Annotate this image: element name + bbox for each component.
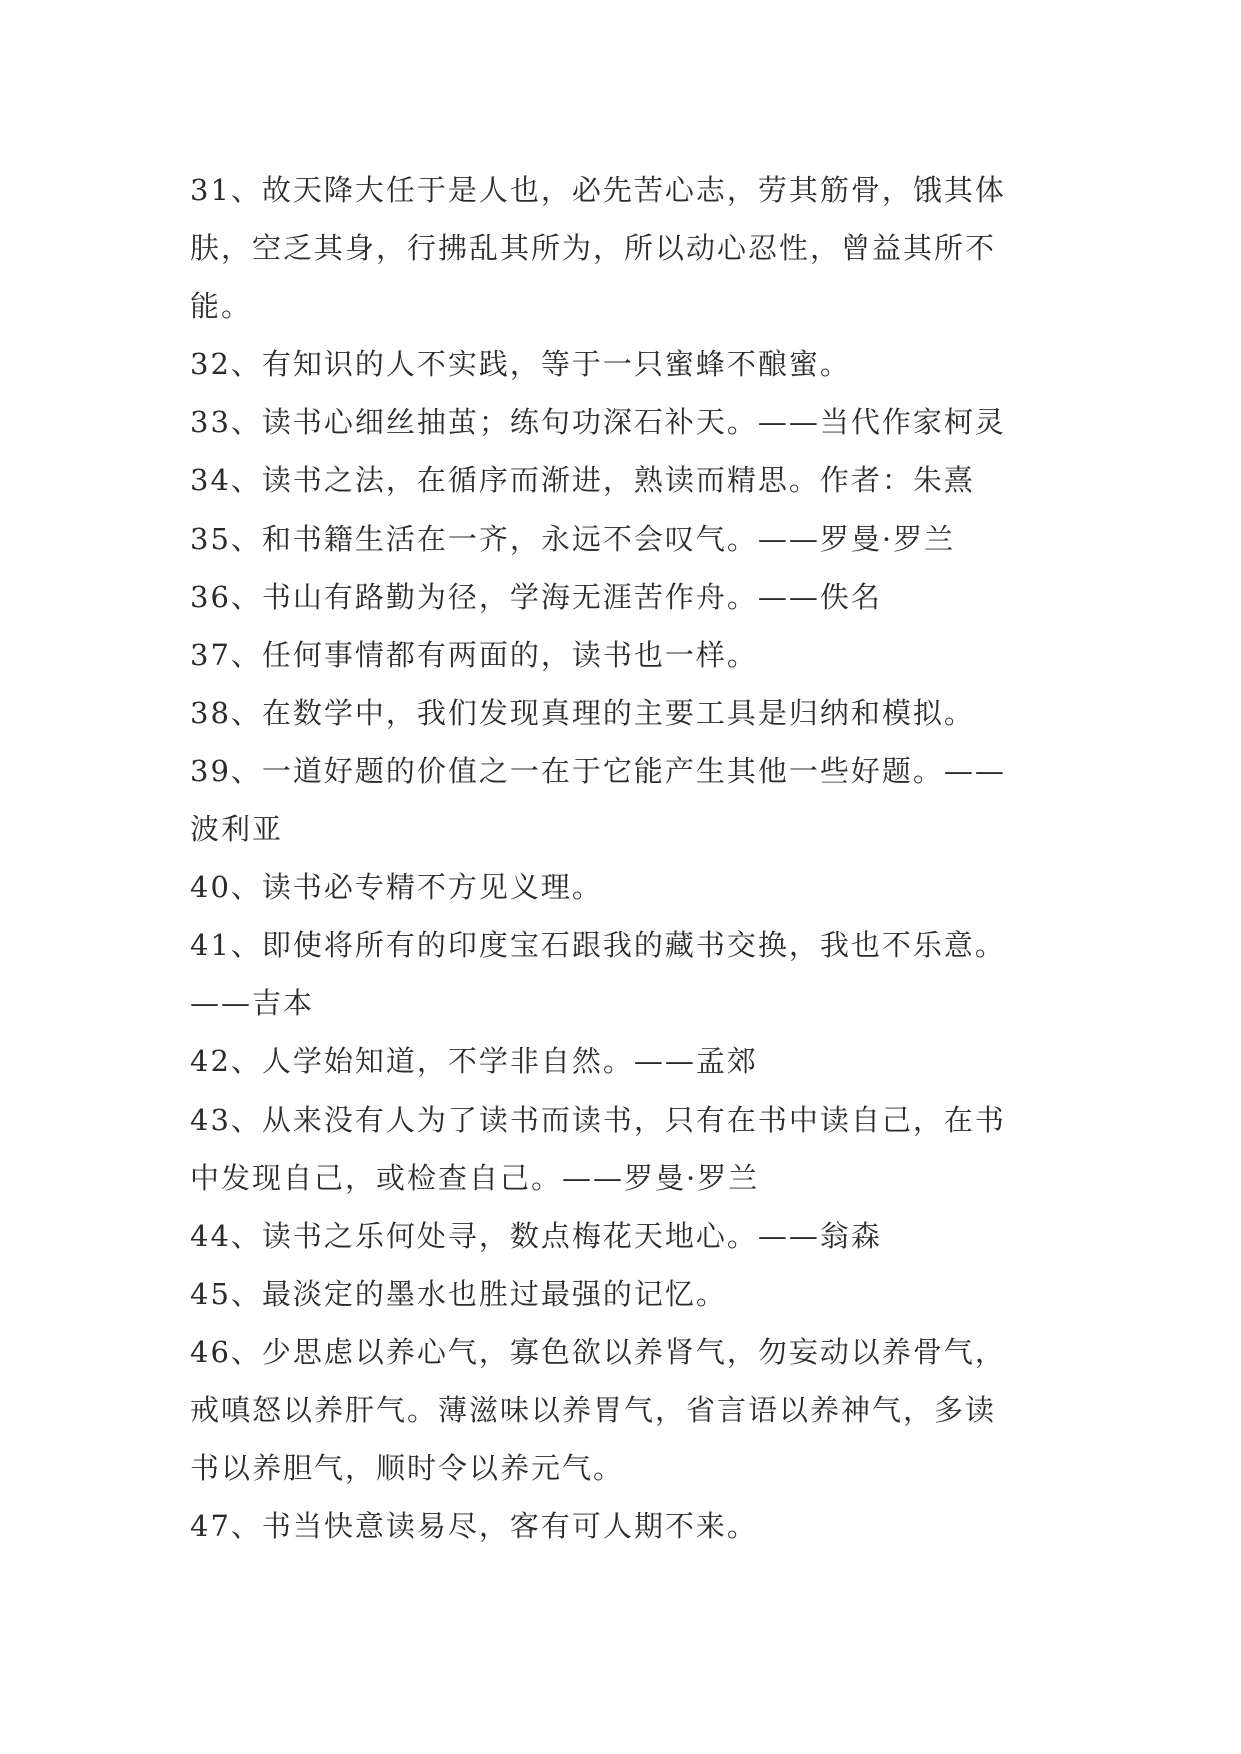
list-item	[190, 1032, 1070, 1090]
list-item	[190, 393, 1070, 451]
text-line: 46、少思虑以养心气，寡色欲以养肾气，勿妄动以养骨气，	[190, 1334, 1006, 1369]
list-item	[190, 510, 1070, 568]
text-line: 31、故天降大任于是人也，必先苦心志，劳其筋骨，饿其体	[190, 173, 1006, 207]
list-item	[190, 858, 1070, 916]
text-line: 43、从来没有人为了读书而读书，只有在书中读自己，在书	[190, 1102, 1006, 1137]
text-line: ——吉本	[190, 986, 315, 1021]
list-item	[190, 684, 1070, 742]
text-line: 36、书山有路勤为径，学海无涯苦作舟。——佚名	[190, 579, 882, 614]
text-line: 40、读书必专精不方见义理。	[190, 870, 603, 905]
text-line: 34、读书之法，在循序而渐进，熟读而精思。作者：朱熹	[190, 463, 975, 498]
list-item	[190, 568, 1070, 626]
list-item	[190, 1091, 1070, 1207]
text-line: 肤，空乏其身，行拂乱其所为，所以动心忍性，曾益其所不	[190, 231, 997, 266]
text-line: 33、读书心细丝抽茧；练句功深石补天。——当代作家柯灵	[190, 405, 1006, 440]
text-line: 44、读书之乐何处寻，数点梅花天地心。——翁森	[190, 1218, 882, 1253]
text-line: 47、书当快意读易尽，客有可人期不来。	[190, 1509, 758, 1544]
text-line: 32、有知识的人不实践，等于一只蜜蜂不酿蜜。	[190, 347, 851, 382]
text-line: 能。	[190, 289, 253, 324]
list-item	[190, 451, 1070, 509]
text-line: 中发现自己，或检查自己。——罗曼·罗兰	[190, 1160, 760, 1195]
list-item	[190, 1265, 1070, 1323]
list-item	[190, 335, 1070, 393]
text-line: 39、一道好题的价值之一在于它能产生其他一些好题。——	[190, 753, 1006, 788]
text-line: 波利亚	[190, 812, 284, 847]
text-line: 45、最淡定的墨水也胜过最强的记忆。	[190, 1276, 727, 1311]
document-body	[190, 161, 1070, 1555]
text-line: 42、人学始知道，不学非自然。——孟郊	[190, 1044, 758, 1079]
list-item	[190, 1207, 1070, 1265]
text-line: 戒嗔怒以养肝气。薄滋味以养胃气，省言语以养神气，多读	[190, 1392, 997, 1427]
text-line: 38、在数学中，我们发现真理的主要工具是归纳和模拟。	[190, 695, 975, 730]
text-line: 35、和书籍生活在一齐，永远不会叹气。——罗曼·罗兰	[190, 521, 956, 556]
text-line: 书以养胆气，顺时令以养元气。	[190, 1451, 625, 1486]
text-line: 37、任何事情都有两面的，读书也一样。	[190, 637, 758, 672]
list-item	[190, 1323, 1070, 1497]
text-line: 41、即使将所有的印度宝石跟我的藏书交换，我也不乐意。	[190, 928, 1006, 963]
list-item	[190, 626, 1070, 684]
list-item	[190, 1497, 1070, 1555]
list-item	[190, 161, 1070, 335]
list-item	[190, 742, 1070, 858]
list-item	[190, 916, 1070, 1032]
